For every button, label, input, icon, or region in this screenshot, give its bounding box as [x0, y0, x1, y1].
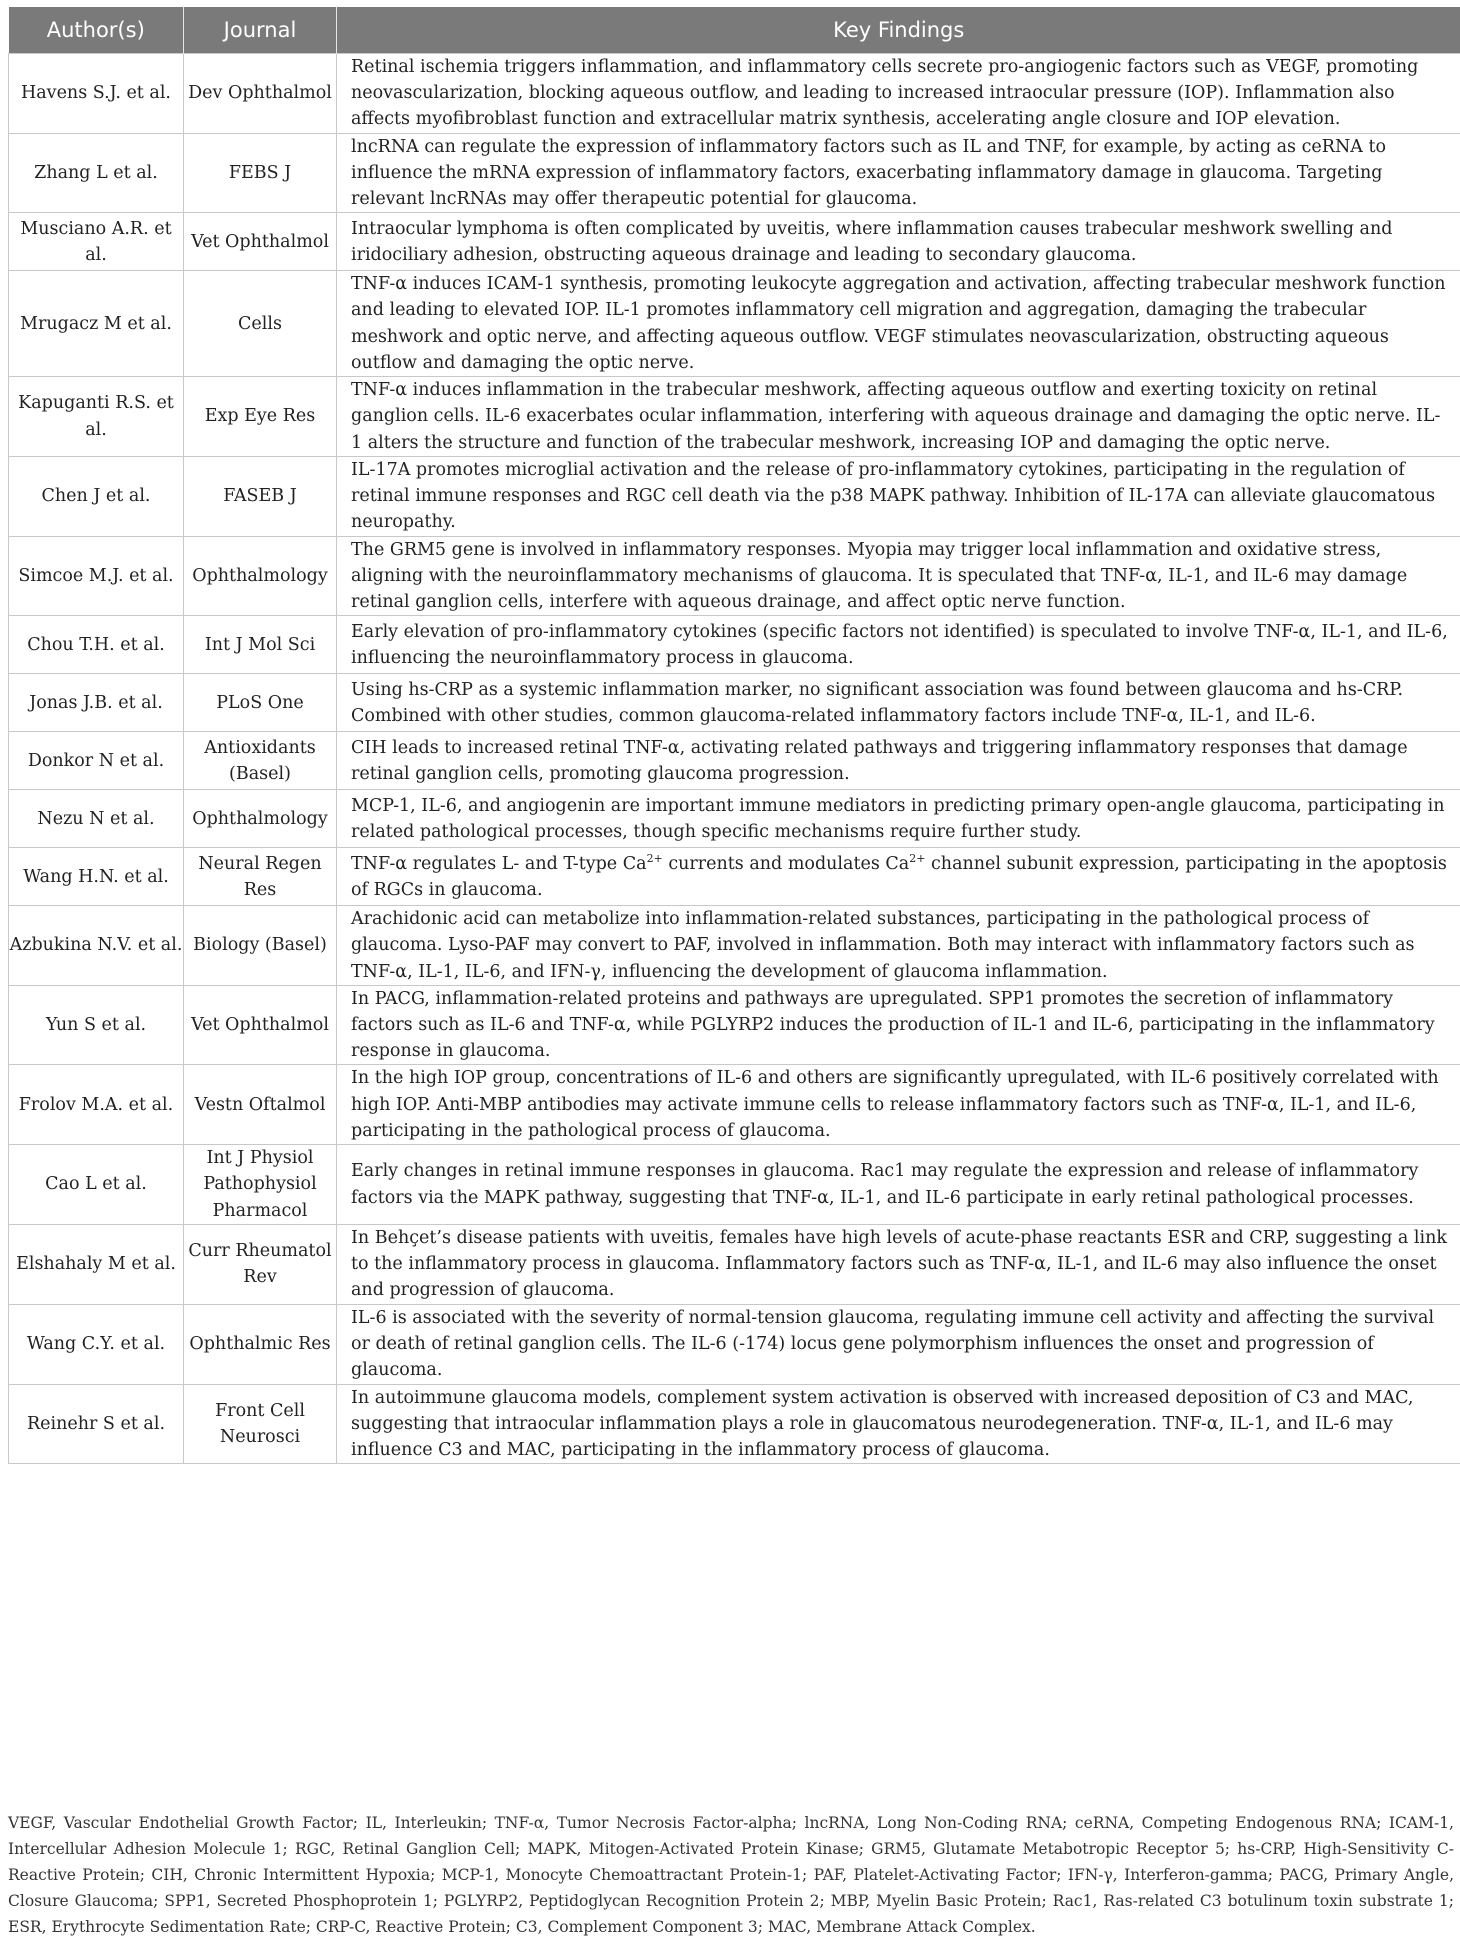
- journal-cell: Ophthalmic Res: [184, 1304, 337, 1384]
- finding-cell: MCP-1, IL-6, and angiogenin are important immune mediators in predicting primary open-angle glaucoma, participating in related pathological processes, though specific mechanisms require further study.: [337, 790, 1460, 848]
- finding-cell: [337, 848, 1460, 906]
- journal-cell: PLoS One: [184, 674, 337, 732]
- superscript: 2+: [646, 851, 663, 865]
- finding-cell: Retinal ischemia triggers inflammation, and inflammatory cells secrete pro-angiogenic factors such as VEGF, promoting neovascularization, blocking aqueous outflow, and leading to increased intraocular pressure (IOP). Inflammation also affects myofibroblast function and extracellular matrix synthesis, accelerating angle closure and IOP elevation.: [337, 54, 1460, 134]
- table-row: [9, 674, 1460, 732]
- author-cell: Cao L et al.: [9, 1145, 184, 1225]
- abbreviations-footnote: VEGF, Vascular Endothelial Growth Factor; IL, Interleukin; TNF-α, Tumor Necrosis Factor-alpha; lncRNA, Long Non-Coding RNA; ceRNA, Competing Endogenous RNA; ICAM-1, Intercellular Adhesion Molecule 1; RGC, Retinal Ganglion Cell; MAPK, Mitogen-Activated Protein Kinase; GRM5, Glutamate Metabotropic Receptor 5; hs-CRP, High-Sensitivity C-Reactive Protein; CIH, Chronic Intermittent Hypoxia; MCP-1, Monocyte Chemoattractant Protein-1; PAF, Platelet-Activating Factor; IFN-γ, Interferon-gamma; PACG, Primary Angle, Closure Glaucoma; SPP1, Secreted Phosphoprotein 1; PGLYRP2, Peptidoglycan Recognition Protein 2; MBP, Myelin Basic Protein; Rac1, Ras-related C3 botulinum toxin substrate 1; ESR, Erythrocyte Sedimentation Rate; CRP-C, Reactive Protein; C3, Complement Component 3; MAC, Membrane Attack Complex.: [8, 1814, 1454, 1936]
- author-cell: Chen J et al.: [9, 457, 184, 537]
- journal-cell: Curr Rheumatol Rev: [184, 1225, 337, 1305]
- journal-cell: Cells: [184, 271, 337, 377]
- table-row: [9, 271, 1460, 377]
- table-row: [9, 377, 1460, 457]
- author-cell: Jonas J.B. et al.: [9, 674, 184, 732]
- author-cell: Azbukina N.V. et al.: [9, 906, 184, 986]
- finding-cell: IL-6 is associated with the severity of normal-tension glaucoma, regulating immune cell activity and affecting the survival or death of retinal ganglion cells. The IL-6 (-174) locus gene polymorphism influences the onset and progression of glaucoma.: [337, 1304, 1460, 1384]
- journal-cell: Antioxidants (Basel): [184, 732, 337, 790]
- superscript: 2+: [909, 851, 926, 865]
- table-row: [9, 985, 1460, 1065]
- table-row: [9, 54, 1460, 134]
- journal-cell: Vet Ophthalmol: [184, 985, 337, 1065]
- table-row: [9, 1225, 1460, 1305]
- table-row: [9, 457, 1460, 537]
- finding-cell: CIH leads to increased retinal TNF-α, activating related pathways and triggering inflammatory responses that damage retinal ganglion cells, promoting glaucoma progression.: [337, 732, 1460, 790]
- journal-cell: Neural Regen Res: [184, 848, 337, 906]
- author-cell: Frolov M.A. et al.: [9, 1065, 184, 1145]
- table-row: [9, 1065, 1460, 1145]
- journal-cell: Dev Ophthalmol: [184, 54, 337, 134]
- finding-cell: Early changes in retinal immune responses in glaucoma. Rac1 may regulate the expression and release of inflammatory factors via the MAPK pathway, suggesting that TNF-α, IL-1, and IL-6 participate in early retinal pathological processes.: [337, 1145, 1460, 1225]
- findings-table: [8, 7, 1460, 1464]
- author-cell: Musciano A.R. et al.: [9, 213, 184, 271]
- author-cell: Zhang L et al.: [9, 133, 184, 213]
- author-cell: Yun S et al.: [9, 985, 184, 1065]
- table-row: [9, 906, 1460, 986]
- finding-cell: Intraocular lymphoma is often complicated by uveitis, where inflammation causes trabecular meshwork swelling and iridociliary adhesion, obstructing aqueous drainage and leading to secondary glaucoma.: [337, 213, 1460, 271]
- table-row: [9, 536, 1460, 616]
- journal-cell: Vet Ophthalmol: [184, 213, 337, 271]
- finding-cell: In autoimmune glaucoma models, complement system activation is observed with increased deposition of C3 and MAC, suggesting that intraocular inflammation plays a role in glaucomatous neurodegeneration. TNF-α, IL-1, and IL-6 may influence C3 and MAC, participating in the inflammatory process of glaucoma.: [337, 1384, 1460, 1464]
- journal-cell: FASEB J: [184, 457, 337, 537]
- table-row: [9, 848, 1460, 906]
- journal-cell: Front Cell Neurosci: [184, 1384, 337, 1464]
- table-row: [9, 616, 1460, 674]
- table-body: [9, 54, 1460, 1464]
- table-row: [9, 732, 1460, 790]
- finding-cell: IL-17A promotes microglial activation and the release of pro-inflammatory cytokines, participating in the regulation of retinal immune responses and RGC cell death via the p38 MAPK pathway. Inhibition of IL-17A can alleviate glaucomatous neuropathy.: [337, 457, 1460, 537]
- findings-table-container: [8, 7, 1460, 1464]
- author-cell: Elshahaly M et al.: [9, 1225, 184, 1305]
- author-cell: Chou T.H. et al.: [9, 616, 184, 674]
- author-column-header: Author(s): [9, 7, 184, 54]
- table-row: [9, 1145, 1460, 1225]
- author-cell: Donkor N et al.: [9, 732, 184, 790]
- finding-cell: Early elevation of pro-inflammatory cytokines (specific factors not identified) is speculated to involve TNF-α, IL-1, and IL-6, influencing the neuroinflammatory process in glaucoma.: [337, 616, 1460, 674]
- author-cell: Reinehr S et al.: [9, 1384, 184, 1464]
- finding-text: TNF-α regulates L- and T-type Ca: [351, 853, 647, 874]
- table-row: [9, 1384, 1460, 1464]
- findings-column-header: Key Findings: [337, 7, 1460, 54]
- finding-cell: Using hs-CRP as a systemic inflammation marker, no significant association was found between glaucoma and hs-CRP. Combined with other studies, common glaucoma-related inflammatory factors include TNF-α, IL-1, and IL-6.: [337, 674, 1460, 732]
- author-cell: Wang H.N. et al.: [9, 848, 184, 906]
- journal-cell: Biology (Basel): [184, 906, 337, 986]
- author-cell: Wang C.Y. et al.: [9, 1304, 184, 1384]
- table-row: [9, 1304, 1460, 1384]
- finding-cell: The GRM5 gene is involved in inflammatory responses. Myopia may trigger local inflammation and oxidative stress, aligning with the neuroinflammatory mechanisms of glaucoma. It is speculated that TNF-α, IL-1, and IL-6 may damage retinal ganglion cells, interfere with aqueous drainage, and affect optic nerve function.: [337, 536, 1460, 616]
- journal-cell: Ophthalmology: [184, 536, 337, 616]
- table-row: [9, 790, 1460, 848]
- table-row: [9, 133, 1460, 213]
- author-cell: Simcoe M.J. et al.: [9, 536, 184, 616]
- finding-cell: In Behçet’s disease patients with uveitis, females have high levels of acute-phase reactants ESR and CRP, suggesting a link to the inflammatory process in glaucoma. Inflammatory factors such as TNF-α, IL-1, and IL-6 may also influence the onset and progression of glaucoma.: [337, 1225, 1460, 1305]
- author-cell: Havens S.J. et al.: [9, 54, 184, 134]
- journal-cell: Exp Eye Res: [184, 377, 337, 457]
- table-row: [9, 213, 1460, 271]
- finding-cell: TNF-α induces inflammation in the trabecular meshwork, affecting aqueous outflow and exerting toxicity on retinal ganglion cells. IL-6 exacerbates ocular inflammation, interfering with aqueous drainage and damaging the optic nerve. IL-1 alters the structure and function of the trabecular meshwork, increasing IOP and damaging the optic nerve.: [337, 377, 1460, 457]
- finding-cell: lncRNA can regulate the expression of inflammatory factors such as IL and TNF, for example, by acting as ceRNA to influence the mRNA expression of inflammatory factors, exacerbating inflammatory damage in glaucoma. Targeting relevant lncRNAs may offer therapeutic potential for glaucoma.: [337, 133, 1460, 213]
- journal-column-header: Journal: [184, 7, 337, 54]
- author-cell: Nezu N et al.: [9, 790, 184, 848]
- journal-cell: Int J Mol Sci: [184, 616, 337, 674]
- finding-cell: In PACG, inflammation-related proteins and pathways are upregulated. SPP1 promotes the secretion of inflammatory factors such as IL-6 and TNF-α, while PGLYRP2 induces the production of IL-1 and IL-6, participating in the inflammatory response in glaucoma.: [337, 985, 1460, 1065]
- finding-text: channel subunit expression, participating in the apoptosis of RGCs in glaucoma.: [351, 853, 1447, 900]
- finding-cell: TNF-α induces ICAM-1 synthesis, promoting leukocyte aggregation and activation, affecting trabecular meshwork function and leading to elevated IOP. IL-1 promotes inflammatory cell migration and aggregation, damaging the trabecular meshwork and optic nerve, and affecting aqueous outflow. VEGF stimulates neovascularization, obstructing aqueous outflow and damaging the optic nerve.: [337, 271, 1460, 377]
- finding-cell: Arachidonic acid can metabolize into inflammation-related substances, participating in the pathological process of glaucoma. Lyso-PAF may convert to PAF, involved in inflammation. Both may interact with inflammatory factors such as TNF-α, IL-1, IL-6, and IFN-γ, influencing the development of glaucoma inflammation.: [337, 906, 1460, 986]
- author-cell: Mrugacz M et al.: [9, 271, 184, 377]
- journal-cell: FEBS J: [184, 133, 337, 213]
- journal-cell: Ophthalmology: [184, 790, 337, 848]
- journal-cell: Int J Physiol Pathophysiol Pharmacol: [184, 1145, 337, 1225]
- finding-text: currents and modulates Ca: [662, 853, 910, 874]
- journal-cell: Vestn Oftalmol: [184, 1065, 337, 1145]
- author-cell: Kapuganti R.S. et al.: [9, 377, 184, 457]
- table-header-row: [9, 7, 1460, 54]
- finding-cell: In the high IOP group, concentrations of IL-6 and others are significantly upregulated, with IL-6 positively correlated with high IOP. Anti-MBP antibodies may activate immune cells to release inflammatory factors such as TNF-α, IL-1, and IL-6, participating in the pathological process of glaucoma.: [337, 1065, 1460, 1145]
